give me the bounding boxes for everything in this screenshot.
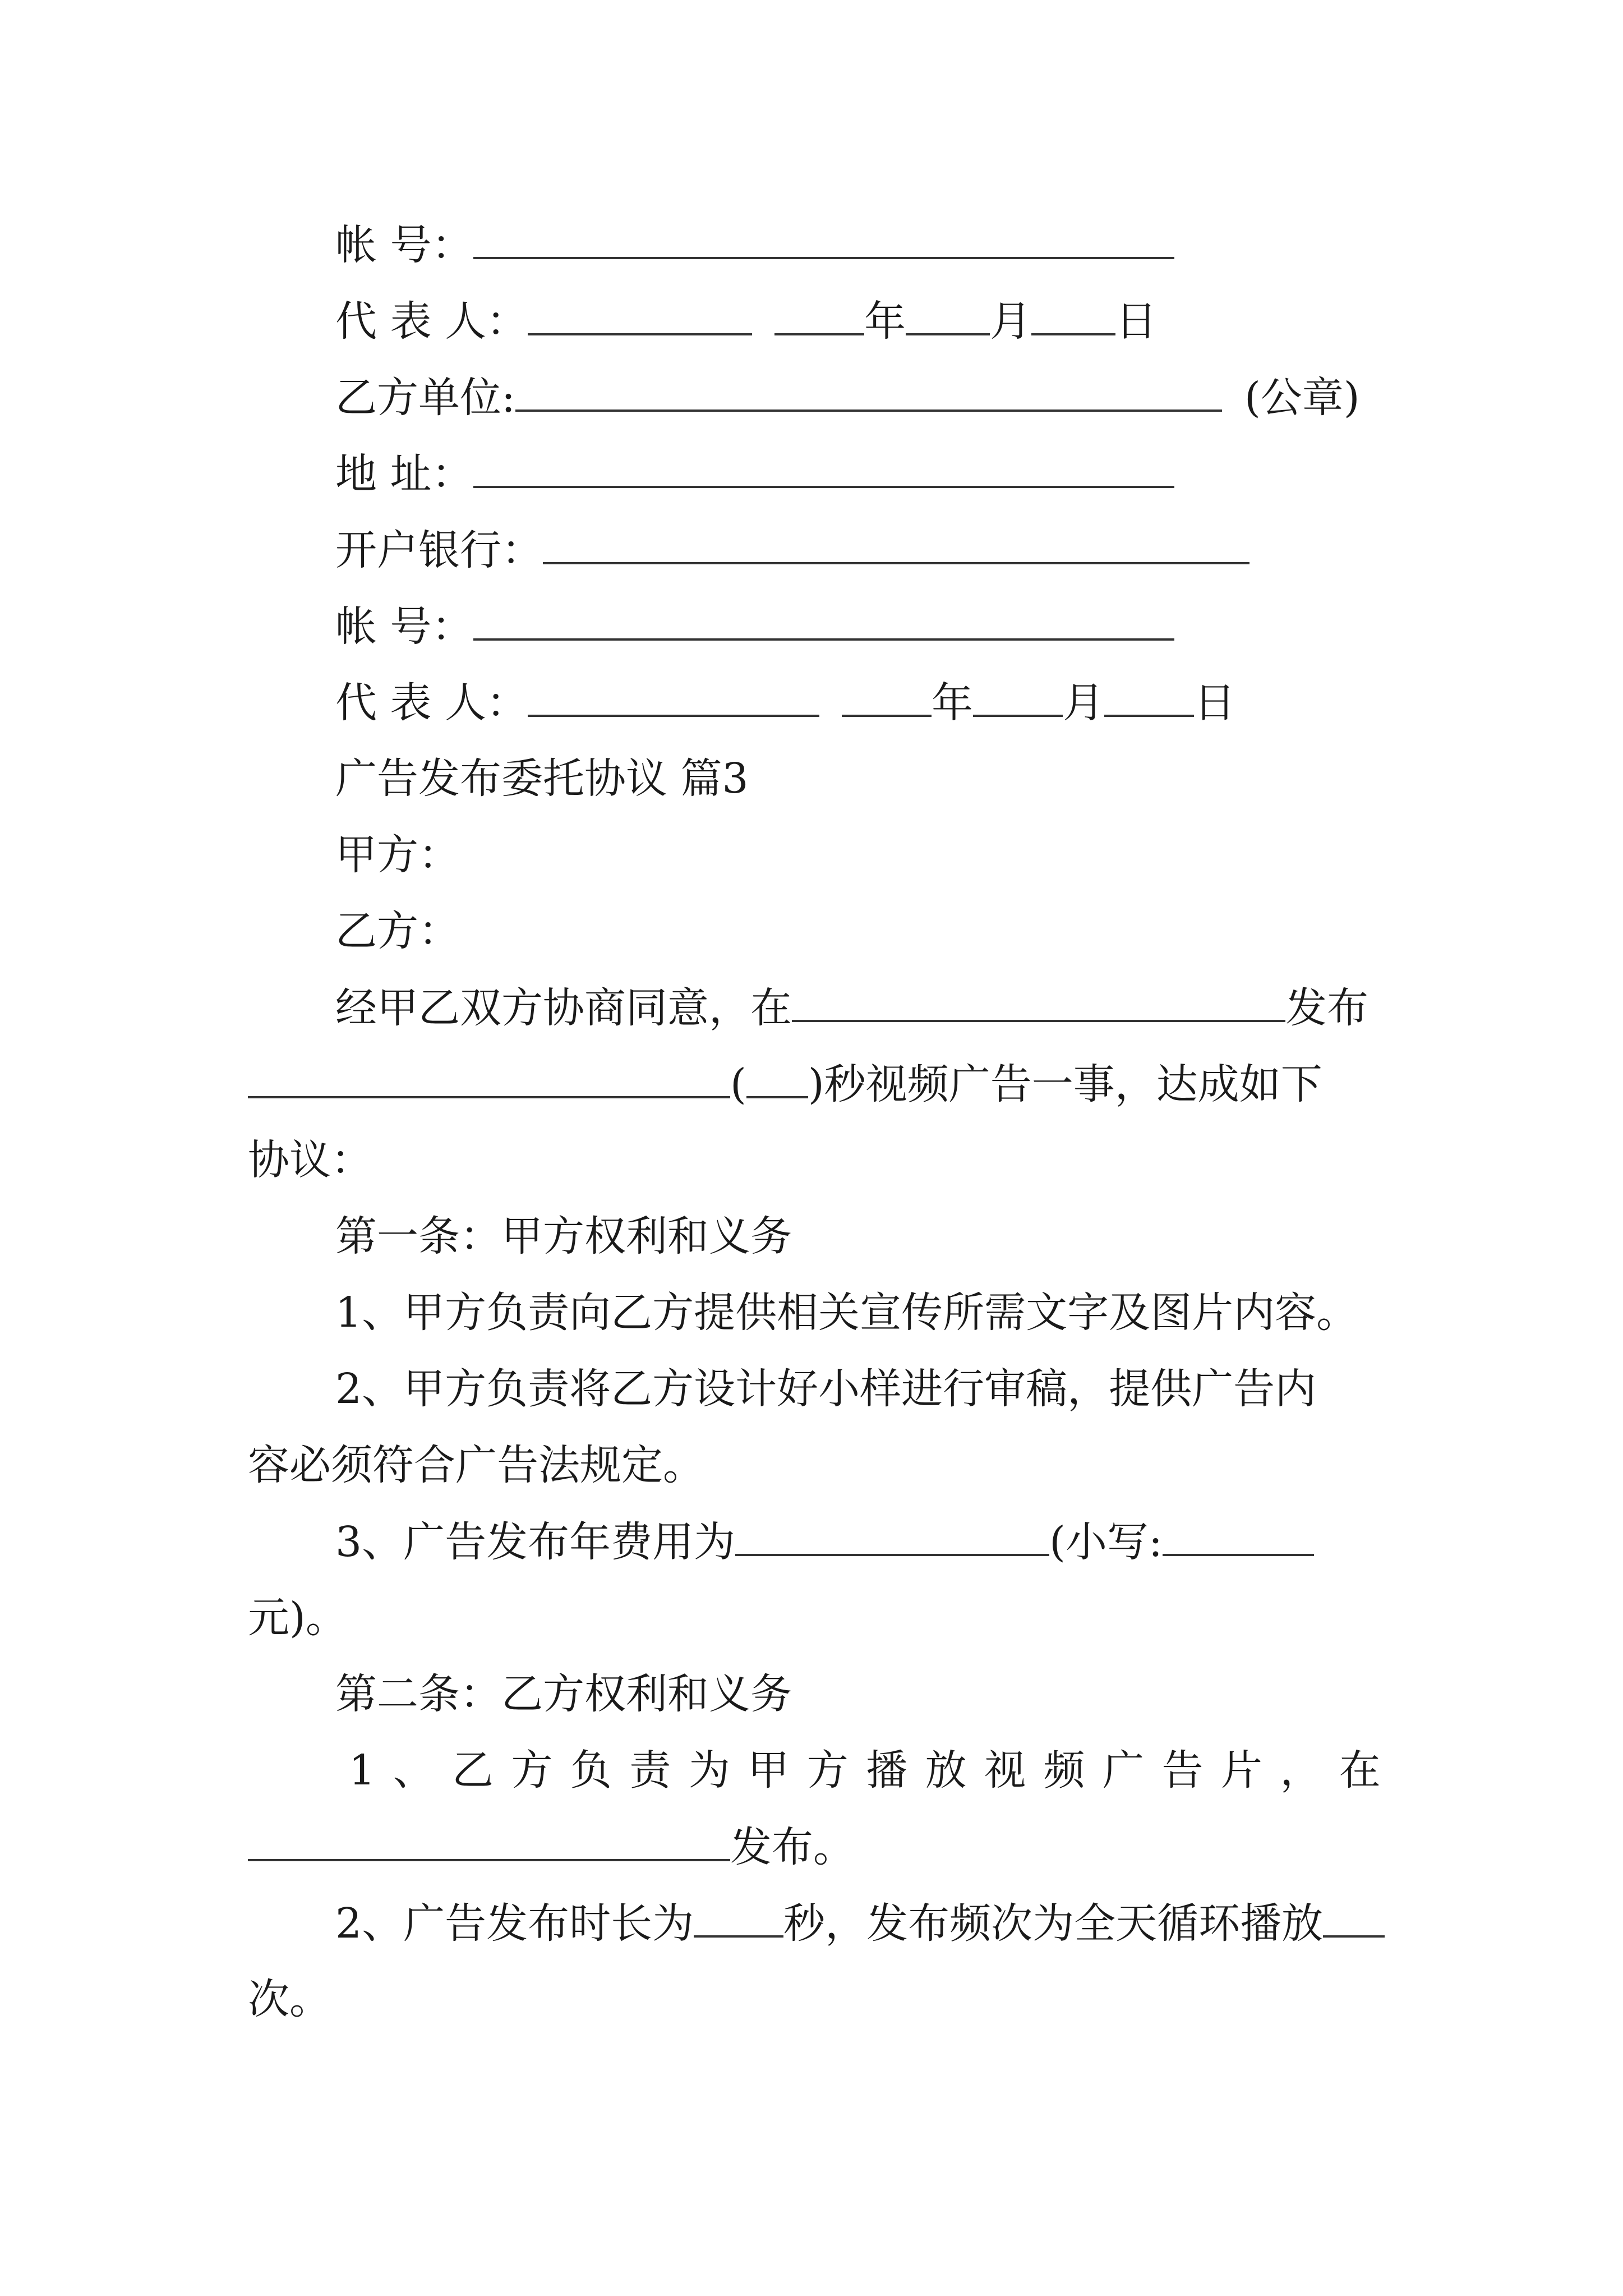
a-month-blank[interactable] xyxy=(906,287,990,335)
b-address-label: 地 址： xyxy=(335,450,473,498)
b-month-blank[interactable] xyxy=(973,669,1063,717)
a-rep-row xyxy=(335,287,1157,355)
a-account-row xyxy=(335,211,1174,278)
b-account-row xyxy=(335,592,1174,660)
article2-item1-line1 xyxy=(349,1737,1381,1804)
intro-line-1 xyxy=(335,974,1368,1041)
b-bank-blank[interactable] xyxy=(543,516,1249,564)
b-day-label: 日 xyxy=(1194,679,1236,727)
article1-item1: 1、甲方负责向乙方提供相关宣传所需文字及图片内容。 xyxy=(335,1289,1358,1337)
b-unit-blank[interactable] xyxy=(515,364,1222,412)
fee-numeric-blank[interactable] xyxy=(1163,1508,1314,1556)
a2i1-c0: 1 xyxy=(349,1746,376,1795)
a-rep-blank[interactable] xyxy=(528,287,752,335)
b-rep-blank[interactable] xyxy=(528,669,819,717)
intro-text-1: 经甲乙双方协商同意，在 xyxy=(335,984,792,1032)
b-year-blank[interactable] xyxy=(842,669,932,717)
article2-item2-line2: 次。 xyxy=(248,1975,331,2023)
b-account-blank[interactable] xyxy=(473,592,1174,641)
a2i1-c7: 甲 xyxy=(748,1746,790,1795)
article1-item3-text-b: (小写: xyxy=(1049,1518,1163,1566)
article2-item1-line2 xyxy=(248,1813,855,1880)
intro-line-2 xyxy=(248,1050,1322,1117)
a2i1-c15: 片 xyxy=(1220,1746,1262,1795)
intro-text-2: 发布 xyxy=(1285,984,1368,1032)
a-day-blank[interactable] xyxy=(1031,287,1115,335)
b-day-blank[interactable] xyxy=(1104,669,1194,717)
a2i1-c4: 负 xyxy=(570,1746,612,1795)
b-address-row xyxy=(335,440,1174,507)
a2i1-c13: 广 xyxy=(1102,1746,1144,1795)
article1-item2-line1: 2、甲方负责将乙方设计好小样进行审稿，提供广告内 xyxy=(335,1365,1317,1413)
article1-title: 第一条：甲方权利和义务 xyxy=(335,1212,792,1260)
party-a-label: 甲方： xyxy=(335,831,460,879)
intro-seconds-blank[interactable] xyxy=(746,1050,808,1098)
duration-blank[interactable] xyxy=(694,1889,783,1938)
a2i1-c1: 、 xyxy=(393,1746,435,1795)
article2-item2-text-b: 秒，发布频次为全天循环播放 xyxy=(783,1899,1324,1948)
b-seal-label: (公章) xyxy=(1244,374,1360,422)
a2i1-c3: 方 xyxy=(511,1746,553,1795)
fee-capital-blank[interactable] xyxy=(735,1508,1049,1556)
b-rep-row xyxy=(335,669,1235,736)
a-rep-label: 代 表 人： xyxy=(335,297,528,346)
article2-item2-line1 xyxy=(335,1889,1385,1957)
a2i1-c14: 告 xyxy=(1161,1746,1204,1795)
a2i1-c6: 为 xyxy=(688,1746,730,1795)
a-account-blank[interactable] xyxy=(473,211,1174,259)
a-year-label: 年 xyxy=(864,297,906,346)
a2i1-c5: 责 xyxy=(629,1746,671,1795)
b-month-label: 月 xyxy=(1063,679,1105,727)
article2-item2-text-a: 2、广告发布时长为 xyxy=(335,1899,694,1948)
intro-text-4: )秒视频广告一事，达成如下 xyxy=(808,1060,1322,1108)
a-day-label: 日 xyxy=(1115,297,1158,346)
broadcast-location-blank[interactable] xyxy=(248,1813,730,1861)
a2i1-c17: 在 xyxy=(1339,1746,1381,1795)
intro-content-blank[interactable] xyxy=(248,1050,730,1098)
a2i1-c8: 方 xyxy=(806,1746,849,1795)
article1-item2-line2: 容必须符合广告法规定。 xyxy=(248,1441,704,1489)
b-rep-label: 代 表 人： xyxy=(335,679,528,727)
intro-text-3: ( xyxy=(730,1060,746,1108)
a2i1-c11: 视 xyxy=(984,1746,1026,1795)
b-unit-row xyxy=(335,364,1360,431)
article2-title: 第二条：乙方权利和义务 xyxy=(335,1670,792,1718)
b-address-blank[interactable] xyxy=(473,440,1174,488)
a-year-blank[interactable] xyxy=(774,287,864,335)
b-unit-label: 乙方单位: xyxy=(335,374,515,422)
article1-item3-line1 xyxy=(335,1508,1314,1575)
frequency-blank[interactable] xyxy=(1323,1889,1385,1938)
article1-item3-text-a: 3、广告发布年费用为 xyxy=(335,1518,736,1566)
a-account-label: 帐 号： xyxy=(335,221,473,269)
a2i1-c9: 播 xyxy=(866,1746,908,1795)
b-bank-label: 开户银行： xyxy=(335,526,543,574)
a2i1-c2: 乙 xyxy=(452,1746,494,1795)
a-month-label: 月 xyxy=(990,297,1032,346)
intro-line-3: 协议： xyxy=(248,1136,372,1184)
article1-item3-line2: 元)。 xyxy=(248,1594,347,1642)
b-account-label: 帐 号： xyxy=(335,602,473,651)
article2-item1-end: 发布。 xyxy=(730,1823,855,1871)
a2i1-c12: 频 xyxy=(1043,1746,1085,1795)
b-bank-row xyxy=(335,516,1249,583)
b-year-label: 年 xyxy=(932,679,974,727)
a2i1-c16: ， xyxy=(1280,1746,1322,1795)
section-title: 广告发布委托协议 篇3 xyxy=(335,754,749,803)
intro-location-blank[interactable] xyxy=(792,974,1285,1022)
a2i1-c10: 放 xyxy=(925,1746,967,1795)
party-b-label: 乙方： xyxy=(335,907,460,955)
